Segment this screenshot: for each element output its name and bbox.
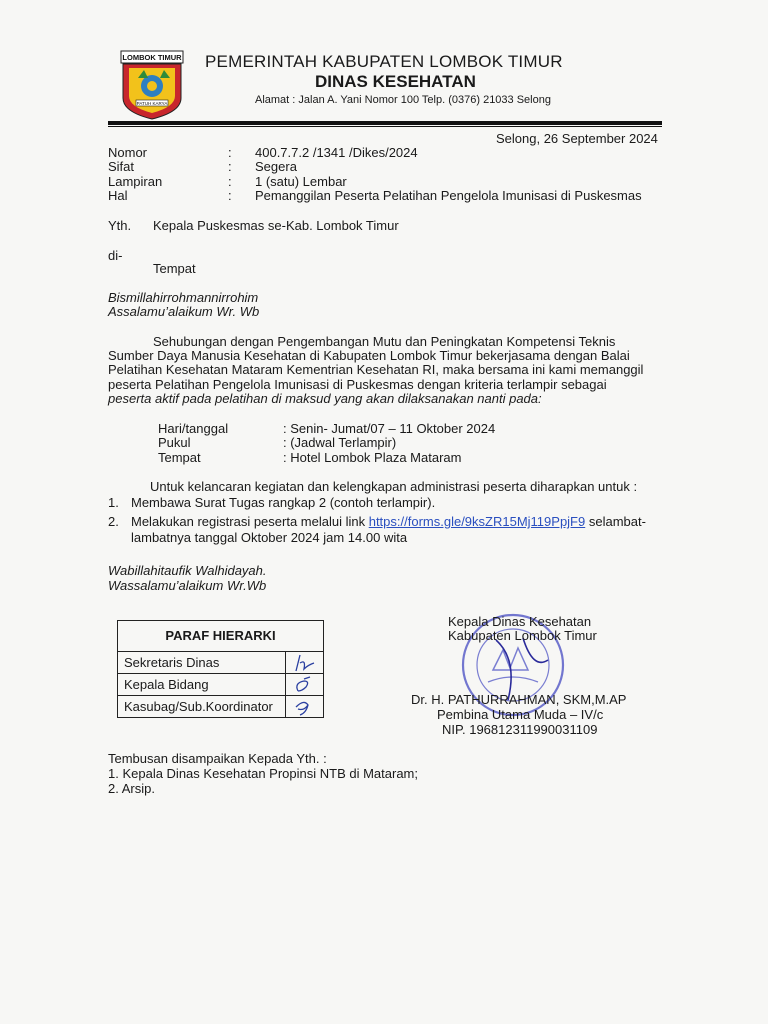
- meta-value-nomor: 400.7.7.2 /1341 /Dikes/2024: [255, 145, 418, 160]
- meta-label-lampiran: Lampiran: [108, 174, 163, 189]
- paraf-row-label: Kasubag/Sub.Koordinator: [124, 699, 273, 714]
- schedule-label-time: Pukul: [158, 435, 191, 450]
- cc-intro: Tembusan disampaikan Kepada Yth. :: [108, 751, 327, 766]
- list-item-registrasi-line2: lambatnya tanggal Oktober 2024 jam 14.00 wita: [131, 530, 408, 545]
- cc-item: 1. Kepala Dinas Kesehatan Propinsi NTB di Mataram;: [108, 766, 418, 781]
- meta-label-hal: Hal: [108, 188, 128, 203]
- meta-sep: :: [228, 188, 232, 203]
- schedule-value-date: : Senin- Jumat/07 – 11 Oktober 2024: [283, 421, 496, 436]
- initial-signature-icon: [290, 653, 318, 673]
- header-rule-thin: [108, 126, 662, 127]
- admin-intro: Untuk kelancaran kegiatan dan kelengkapan administrasi peserta diharapkan untuk :: [150, 479, 638, 494]
- initial-signature-icon: [290, 675, 318, 695]
- date-place: Selong, 26 September 2024: [496, 131, 658, 146]
- greeting-salam: Assalamu’alaikum Wr. Wb: [108, 304, 260, 319]
- list-number: 1.: [108, 495, 119, 510]
- header-government: PEMERINTAH KABUPATEN LOMBOK TIMUR: [205, 52, 563, 71]
- paraf-hierarki-table: [117, 620, 324, 718]
- meta-value-hal: Pemanggilan Peserta Pelatihan Pengelola Imunisasi di Puskesmas: [255, 188, 642, 203]
- header-rule-thick: [108, 121, 662, 125]
- signatory-rank: Pembina Utama Muda – IV/c: [437, 707, 604, 722]
- schedule-label-date: Hari/tanggal: [158, 421, 229, 436]
- recipient-yth: Yth.: [108, 218, 132, 233]
- signatory-title2: Kabupaten Lombok Timur: [448, 628, 597, 643]
- meta-sep: :: [228, 159, 232, 174]
- meta-sep: :: [228, 174, 232, 189]
- logo-top-text: LOMBOK TIMUR: [122, 53, 182, 62]
- logo-bottom-text: PATUH KARYA: [136, 101, 168, 106]
- signatory-name: Dr. H. PATHURRAHMAN, SKM,M.AP: [411, 692, 627, 707]
- greeting-bismillah: Bismillahirrohmannirrohim: [108, 290, 259, 305]
- signatory-title1: Kepala Dinas Kesehatan: [448, 614, 592, 629]
- signatory-nip: NIP. 196812311990031109: [442, 722, 598, 737]
- schedule-label-place: Tempat: [158, 450, 201, 465]
- meta-label-nomor: Nomor: [108, 145, 148, 160]
- list-item-surat-tugas: Membawa Surat Tugas rangkap 2 (contoh terlampir).: [131, 495, 436, 510]
- meta-sep: :: [228, 145, 232, 160]
- body-line: peserta aktif pada pelatihan di maksud yang akan dilaksanakan nanti pada:: [108, 391, 542, 406]
- body-line: Pelatihan Kesehatan Mataram Kementrian Kesehatan RI, maka bersama ini kami memanggil: [108, 362, 644, 377]
- body-line: peserta Pelatihan Pengelola Imunisasi di Puskesmas dengan kriteria terlampir sebagai: [108, 377, 607, 392]
- paraf-row: [118, 696, 323, 717]
- meta-value-lampiran: 1 (satu) Lembar: [255, 174, 347, 189]
- paraf-row-label: Sekretaris Dinas: [124, 655, 220, 670]
- paraf-row: [118, 674, 323, 696]
- schedule-value-place: : Hotel Lombok Plaza Mataram: [283, 450, 462, 465]
- registration-text-tail: selambat-: [585, 514, 646, 529]
- body-line: Sumber Daya Manusia Kesehatan di Kabupaten Lombok Timur bekerjasama dengan Balai: [108, 348, 630, 363]
- schedule-value-time: : (Jadwal Terlampir): [283, 435, 397, 450]
- body-line: Sehubungan dengan Pengembangan Mutu dan Peningkatan Kompetensi Teknis: [153, 334, 616, 349]
- lombok-timur-logo-icon: [120, 50, 184, 120]
- cc-item: 2. Arsip.: [108, 781, 155, 796]
- registration-text: Melakukan registrasi peserta melalui link: [131, 514, 369, 529]
- paraf-title: PARAF HIERARKI: [118, 621, 323, 652]
- list-item-registrasi: [131, 514, 646, 529]
- meta-label-sifat: Sifat: [108, 159, 135, 174]
- closing-line2: Wassalamu’alaikum Wr.Wb: [108, 578, 267, 593]
- initial-signature-icon: [290, 697, 318, 717]
- meta-value-sifat: Segera: [255, 159, 297, 174]
- header-department: DINAS KESEHATAN: [315, 72, 476, 91]
- recipient-name: Kepala Puskesmas se-Kab. Lombok Timur: [153, 218, 399, 233]
- header-address: Alamat : Jalan A. Yani Nomor 100 Telp. (0376) 21033 Selong: [255, 94, 551, 106]
- paraf-row-label: Kepala Bidang: [124, 677, 209, 692]
- recipient-di: di-: [108, 248, 123, 263]
- list-number: 2.: [108, 514, 119, 529]
- registration-link[interactable]: https://forms.gle/9ksZR15Mj119PpjF9: [368, 514, 586, 529]
- closing-line1: Wabillahitaufik Walhidayah.: [108, 563, 267, 578]
- recipient-place: Tempat: [153, 261, 196, 276]
- paraf-row: [118, 652, 323, 674]
